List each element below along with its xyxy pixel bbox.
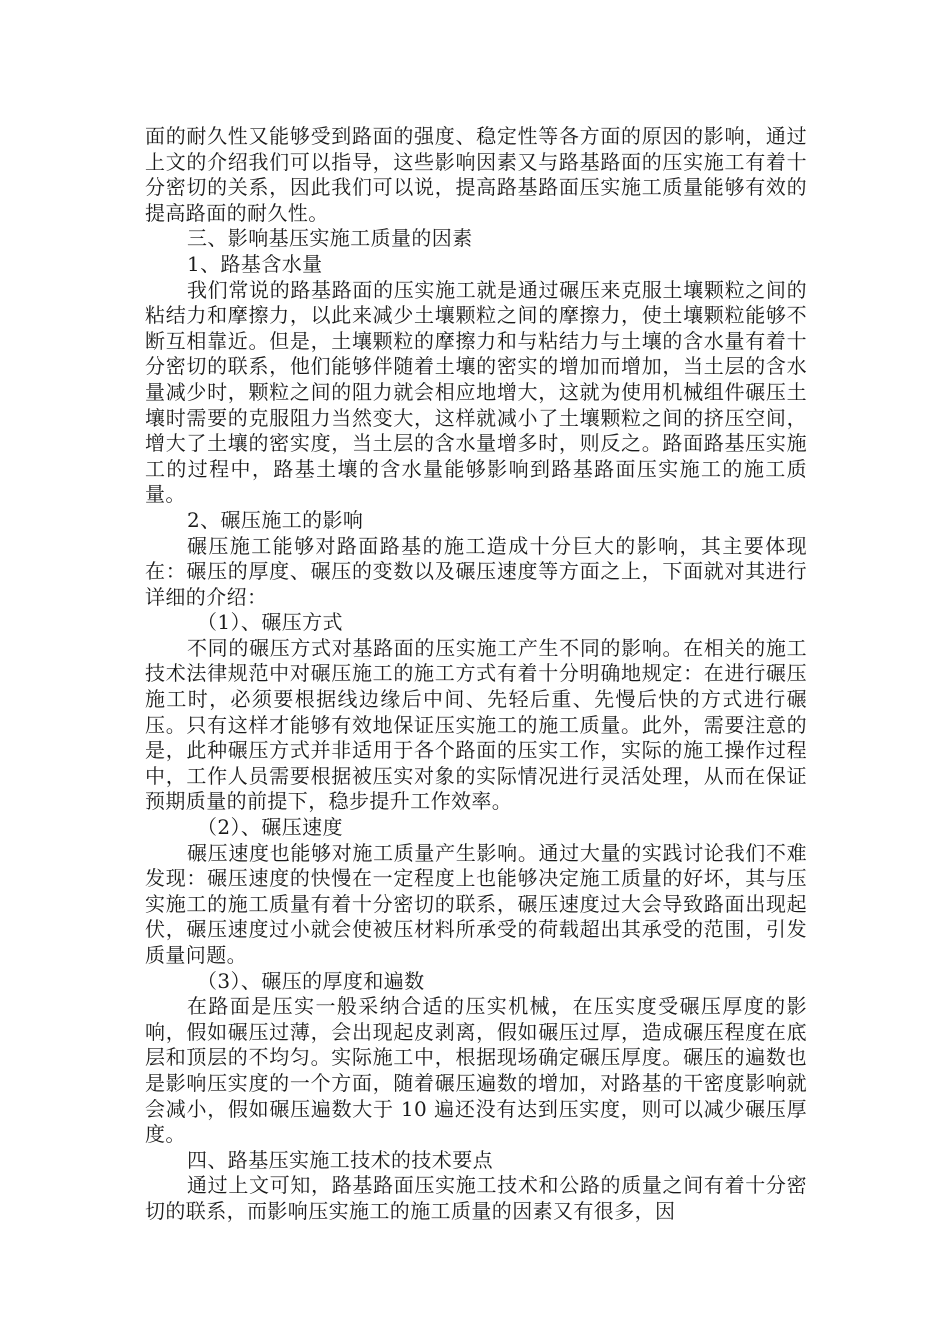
- paragraph-rolling-thickness: 在路面是压实一般采纳合适的压实机械，在压实度受碾压厚度的影响，假如碾压过薄，会出现起皮剥离，假如碾压过厚，造成碾压程度在底层和顶层的不均匀。实际施工中，根据现场确定碾压厚度。碾压的遍数也是影响压实度的一个方面，随着碾压遍数的增加，对路基的干密度影响就会减小，假如碾压遍数大于 10 遍还没有达到压实度，则可以减少碾压厚度。: [145, 994, 807, 1147]
- subsection-heading-rolling: 2、碾压施工的影响: [187, 507, 364, 532]
- document-body: [145, 124, 807, 1225]
- section-heading-4: 四、路基压实施工技术的技术要点: [187, 1147, 493, 1172]
- paragraph-rolling-intro: 碾压施工能够对路面路基的施工造成十分巨大的影响，其主要体现在：碾压的厚度、碾压的变数以及碾压速度等方面之上，下面就对其进行详细的介绍：: [145, 533, 807, 609]
- paragraph-moisture: 我们常说的路基路面的压实施工就是通过碾压来克服土壤颗粒之间的粘结力和摩擦力，以此来减少土壤颗粒之间的摩擦力，使土壤颗粒能够不断互相靠近。但是，土壤颗粒的摩擦力和与粘结力与土壤的含水量有着十分密切的联系，他们能够伴随着土壤的密实的增加而增加，当土层的含水量减少时，颗粒之间的阻力就会相应地增大，这就为使用机械组件碾压土壤时需要的克服阻力当然变大，这样就减小了土壤颗粒之间的挤压空间，增大了土壤的密实度，当土层的含水量增多时，则反之。路面路基压实施工的过程中，路基土壤的含水量能够影响到路基路面压实施工的施工质量。: [145, 277, 807, 507]
- item-heading-rolling-method: （1）、碾压方式: [197, 610, 343, 635]
- paragraph-key-points: 通过上文可知，路基路面压实施工技术和公路的质量之间有着十分密切的联系，而影响压实施工的施工质量的因素又有很多，因: [145, 1173, 807, 1223]
- paragraph-rolling-speed: 碾压速度也能够对施工质量产生影响。通过大量的实践讨论我们不难发现：碾压速度的快慢在一定程度上也能够决定施工质量的好坏，其与压实施工的施工质量有着十分密切的联系，碾压速度过大会导致路面出现起伏，碾压速度过小就会使被压材料所承受的荷载超出其承受的范围，引发质量问题。: [145, 840, 807, 967]
- item-heading-rolling-speed: （2）、碾压速度: [197, 815, 343, 840]
- section-heading-3: 三、影响基压实施工质量的因素: [187, 226, 473, 251]
- paragraph-continuation: 面的耐久性又能够受到路面的强度、稳定性等各方面的原因的影响，通过上文的介绍我们可以指导，这些影响因素又与路基路面的压实施工有着十分密切的关系，因此我们可以说，提高路基路面压实施工质量能够有效的提高路面的耐久性。: [145, 124, 807, 225]
- subsection-heading-moisture: 1、路基含水量: [187, 251, 323, 276]
- paragraph-rolling-method: 不同的碾压方式对基路面的压实施工产生不同的影响。在相关的施工技术法律规范中对碾压施工的施工方式有着十分明确地规定：在进行碾压施工时，必须要根据线边缘后中间、先轻后重、先慢后快的方式进行碾压。只有这样才能够有效地保证压实施工的施工质量。此外，需要注意的是，此种碾压方式并非适用于各个路面的压实工作，实际的施工操作过程中，工作人员需要根据被压实对象的实际情况进行灵活处理，从而在保证预期质量的前提下，稳步提升工作效率。: [145, 635, 807, 814]
- item-heading-rolling-thickness: （3）、碾压的厚度和遍数: [197, 968, 425, 993]
